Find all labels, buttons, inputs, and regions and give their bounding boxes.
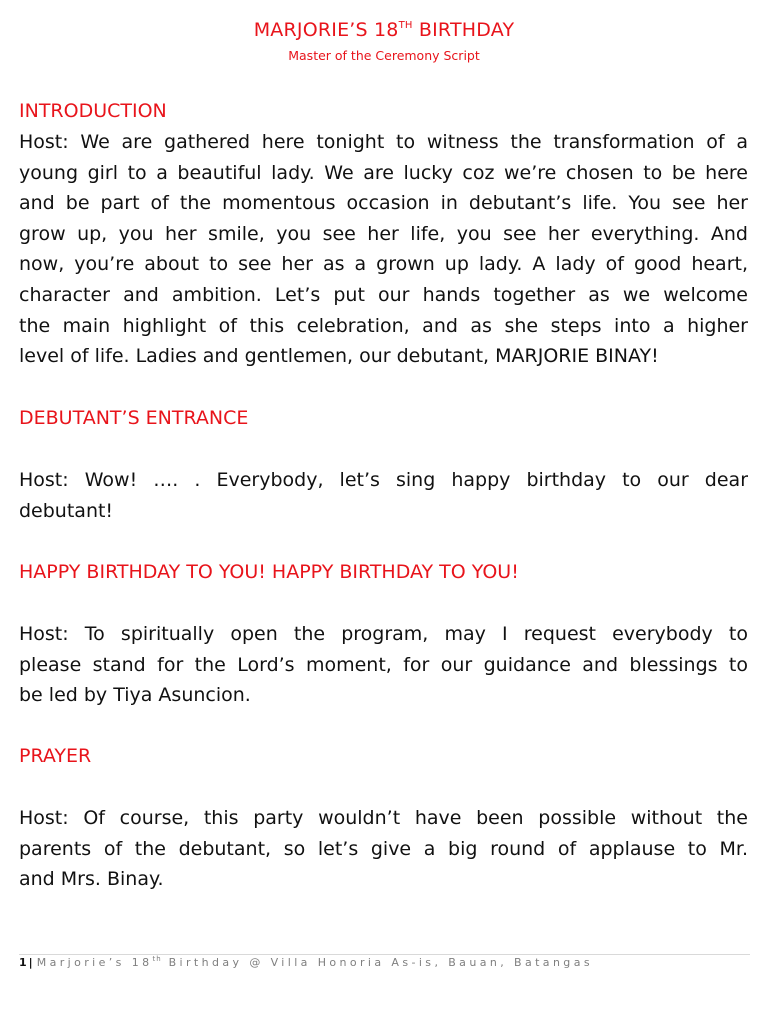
section-heading-entrance: DEBUTANT’S ENTRANCE <box>19 407 249 429</box>
paragraph-line: now, you’re about to see her as a grown up lady. A lady of good heart, <box>19 253 748 276</box>
paragraph-line: Host: We are gathered here tonight to witness the transformation of a <box>19 131 748 153</box>
paragraph-line: young girl to a beautiful lady. We are lucky coz we’re chosen to be here <box>19 161 748 184</box>
title-end: BIRTHDAY <box>412 19 515 41</box>
parents-paragraph <box>19 803 748 895</box>
footer-text-end: Birthday @ Villa Honoria As-is, Bauan, Batangas <box>161 956 593 969</box>
title-superscript: TH <box>398 20 413 31</box>
introduction-paragraph <box>19 127 748 372</box>
footer-separator: | <box>28 956 33 969</box>
paragraph-line: the main highlight of this celebration, and as she steps into a higher <box>19 314 748 337</box>
footer-superscript: th <box>152 955 162 963</box>
paragraph-line: and be part of the momentous occasion in debutant’s life. You see her <box>19 192 748 215</box>
document-subtitle: Master of the Ceremony Script <box>288 48 480 63</box>
paragraph-line: debutant! <box>19 499 114 522</box>
paragraph-line: grow up, you her smile, you see her life, you see her everything. And <box>19 222 748 245</box>
paragraph-line: be led by Tiya Asuncion. <box>19 684 251 707</box>
page-number: 1 <box>19 956 27 969</box>
paragraph-line: parents of the debutant, so let’s give a big round of applause to Mr. <box>19 837 748 860</box>
paragraph-line: Host: Wow! …. . Everybody, let’s sing happy birthday to our dear <box>19 469 748 491</box>
paragraph-line: Host: Of course, this party wouldn’t have been possible without the <box>19 807 748 829</box>
paragraph-line: and Mrs. Binay. <box>19 868 164 891</box>
title-main: MARJORIE’S 18 <box>253 19 399 41</box>
page-footer <box>19 955 593 971</box>
paragraph-line: please stand for the Lord’s moment, for our guidance and blessings to <box>19 653 748 676</box>
paragraph-line: character and ambition. Let’s put our hands together as we welcome <box>19 283 748 306</box>
section-heading-introduction: INTRODUCTION <box>19 100 167 122</box>
prayer-request-paragraph <box>19 619 748 711</box>
section-heading-prayer: PRAYER <box>19 745 92 767</box>
section-heading-song: HAPPY BIRTHDAY TO YOU! HAPPY BIRTHDAY TO YOU! <box>19 561 519 583</box>
footer-text: Marjorie’s 18 <box>36 956 153 969</box>
paragraph-line: Host: To spiritually open the program, may I request everybody to <box>19 623 748 645</box>
paragraph-line: level of life. Ladies and gentlemen, our debutant, MARJORIE BINAY! <box>19 345 659 368</box>
entrance-paragraph <box>19 465 748 526</box>
document-title <box>0 17 768 43</box>
